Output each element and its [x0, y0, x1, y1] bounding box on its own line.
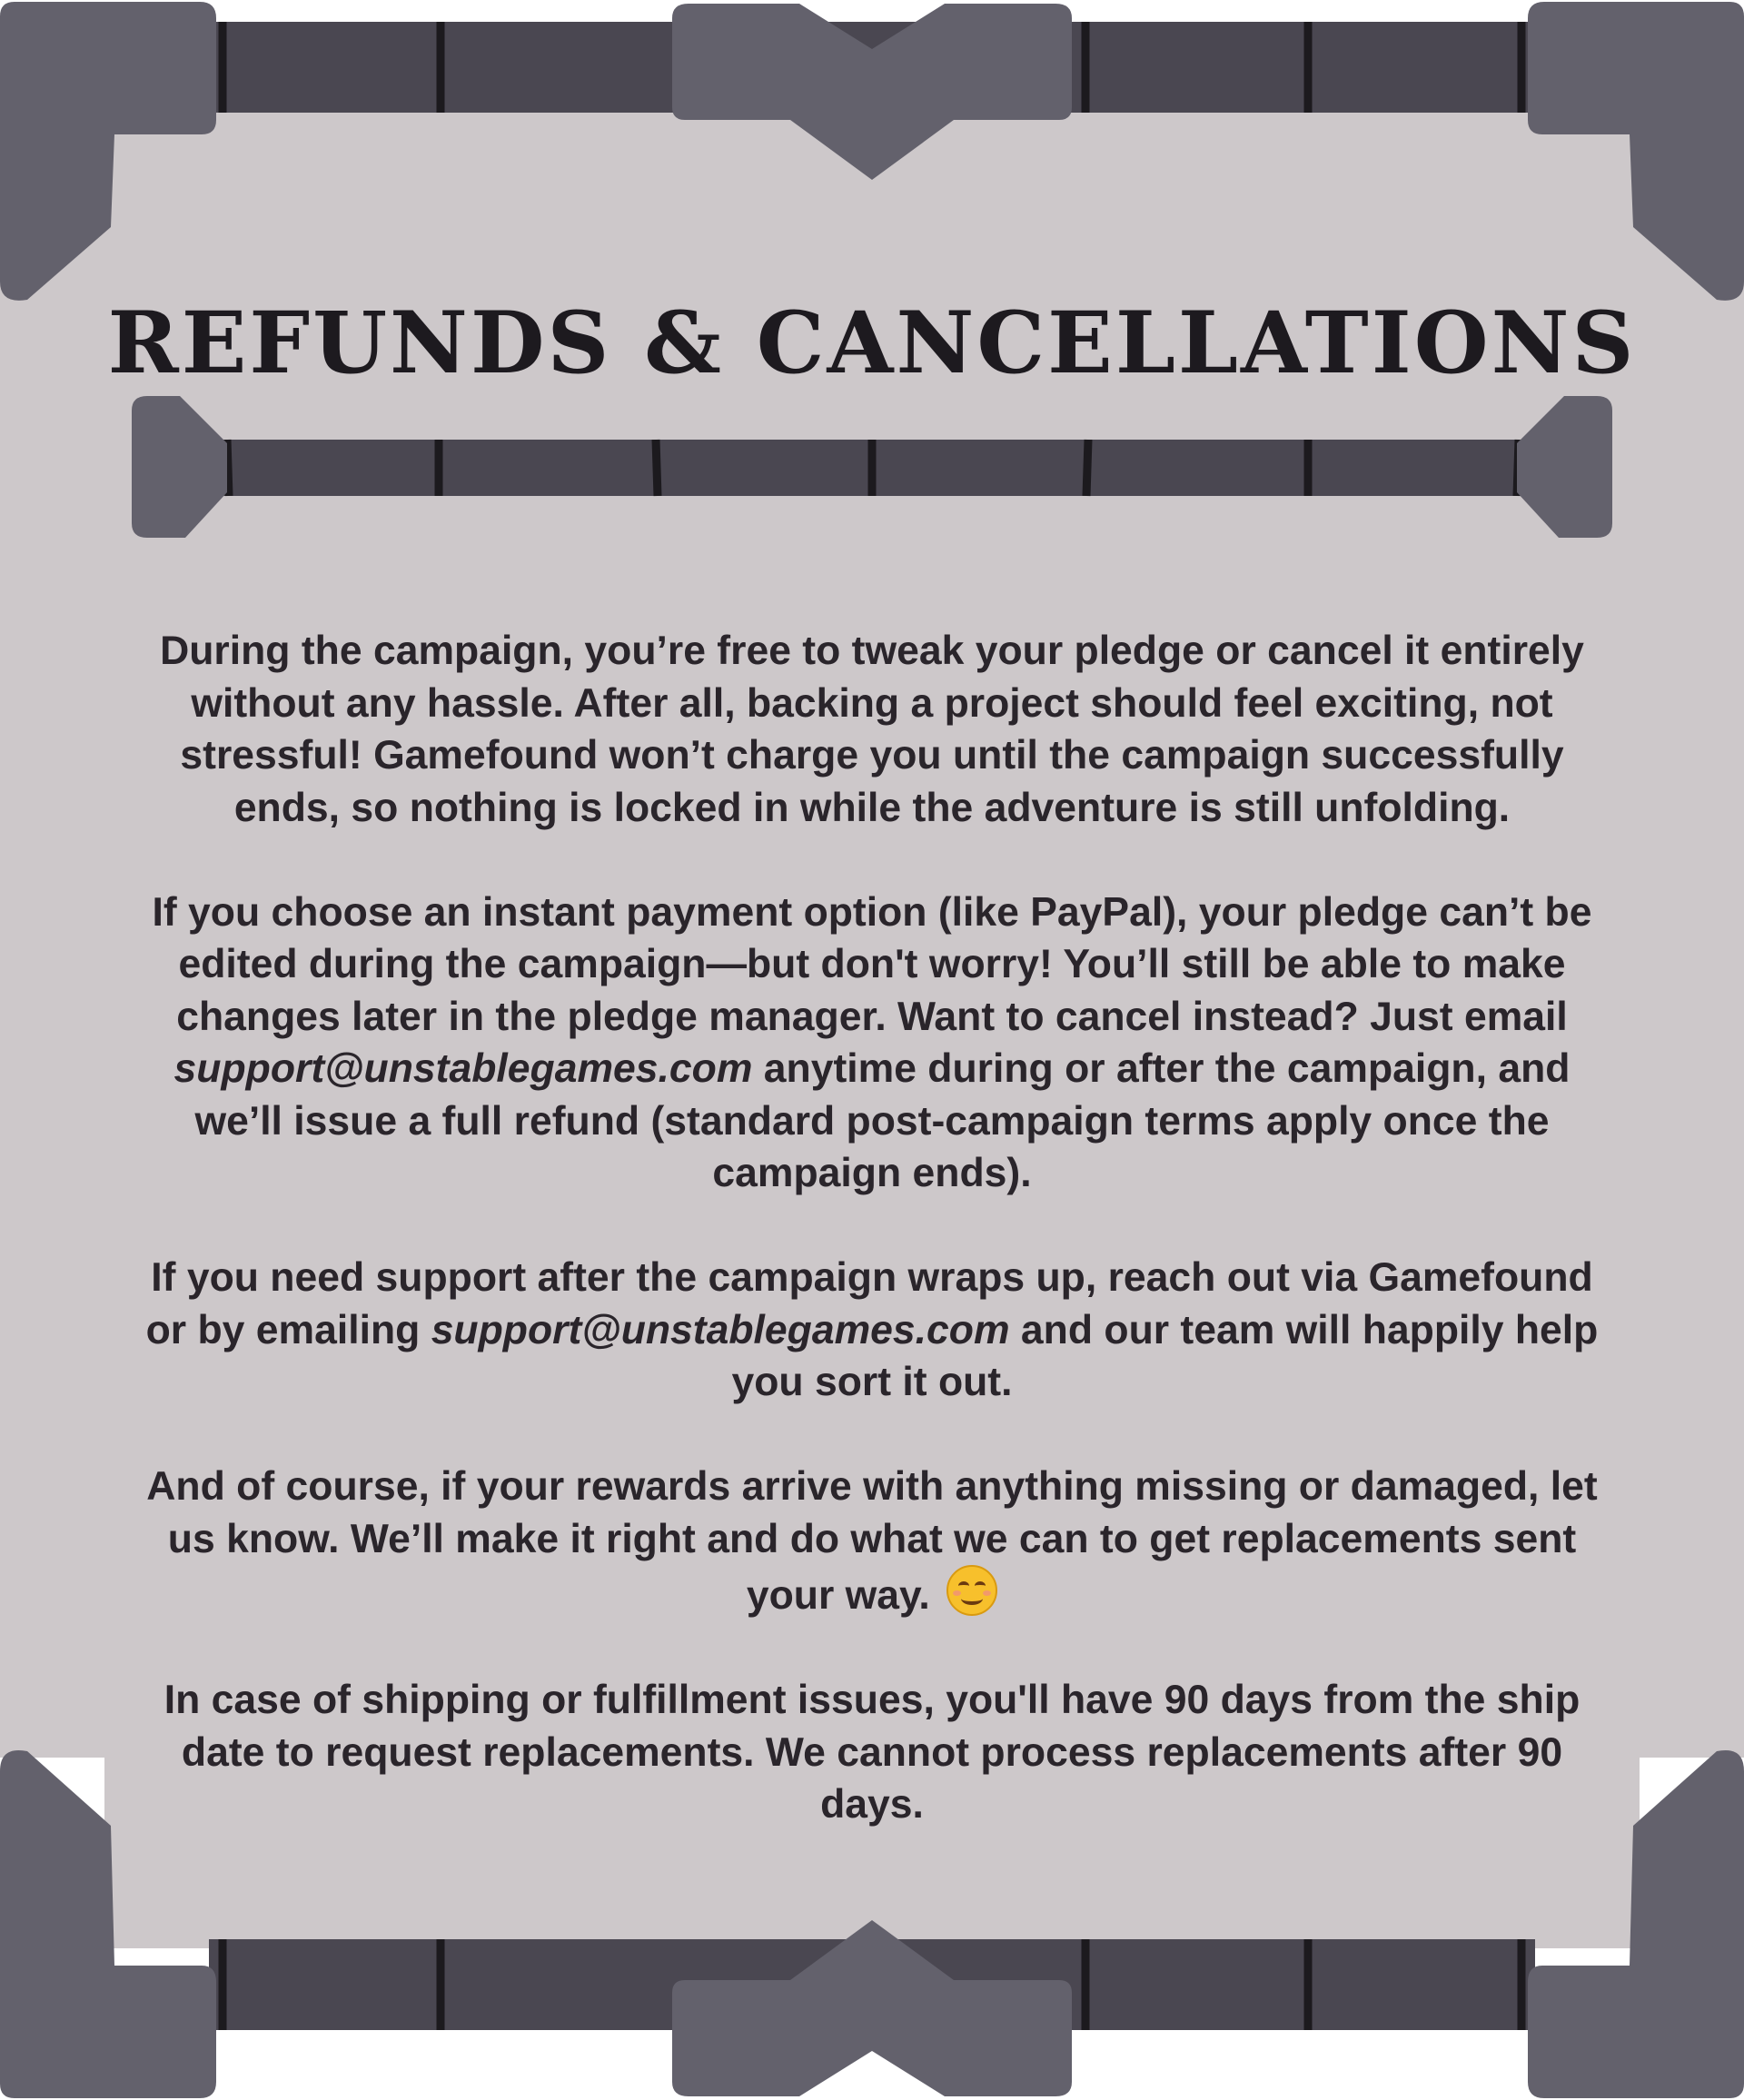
paragraph-text: anytime during or after the campaign, and we’ll issue a full refund (standard post-campaign terms apply once the campaign ends). — [194, 1046, 1571, 1195]
paragraph-text: If you choose an instant payment option (like PayPal), your pledge can’t be edited during the campaign—but don't worry! You’ll still be able to make changes later in the pledge manager. Want to cancel instead? Just email — [152, 889, 1592, 1039]
paragraph-support — [136, 1252, 1608, 1409]
paragraph-replacement-window: In case of shipping or fulfillment issues, you'll have 90 days from the ship date to request replacements. We cannot process replacements after 90 days. — [164, 1678, 1580, 1827]
policy-text — [136, 625, 1608, 1883]
smiling-face-icon — [946, 1565, 997, 1616]
paragraph-instant-payment — [136, 887, 1608, 1200]
paragraph-text: And of course, if your rewards arrive with anything missing or damaged, let us know. We’ll make it right and do what we can to get replacements sent your way. — [146, 1464, 1598, 1618]
paragraph-missing-damaged — [136, 1461, 1608, 1622]
page-title: REFUNDS & CANCELLATIONS — [107, 293, 1637, 393]
paragraph-text: If you need support after the campaign wraps up, reach out via Gamefound or by emailing — [145, 1255, 1593, 1352]
paragraph-text: and our team will happily help you sort it out. — [731, 1307, 1599, 1404]
paragraph-campaign-changes: During the campaign, you’re free to tweak your pledge or cancel it entirely without any hassle. After all, backing a project should feel exciting, not stressful! Gamefound won’t charge you until the campaign successfully ends, so nothing is locked in while the adventure is still unfolding. — [160, 629, 1584, 830]
support-email-link[interactable]: support@unstablegames.com — [173, 1046, 753, 1091]
support-email-link[interactable]: support@unstablegames.com — [431, 1307, 1010, 1352]
